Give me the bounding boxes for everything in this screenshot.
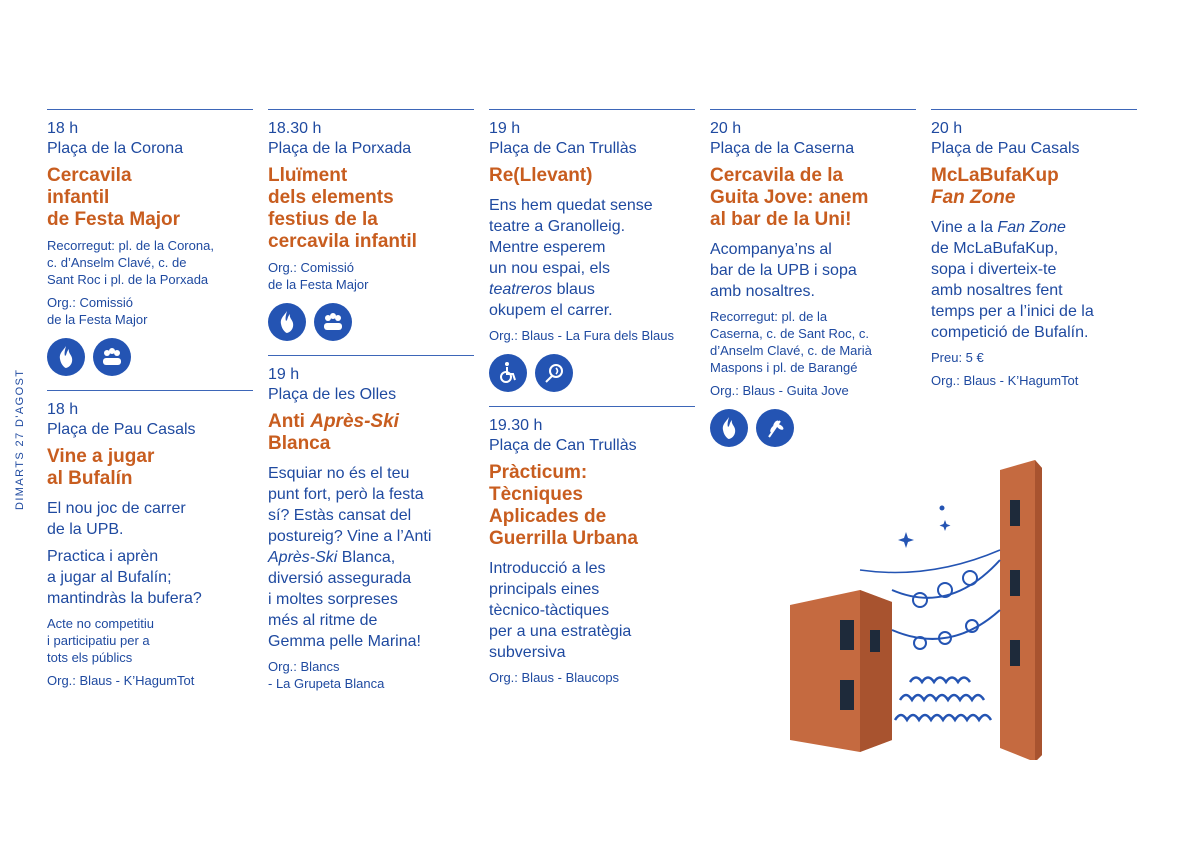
street-illustration bbox=[760, 440, 1090, 760]
event-description: El nou joc de carrer de la UPB. bbox=[47, 500, 186, 538]
event-route: Recorregut: pl. de la Corona, c. d’Anselm Clavé, c. de Sant Roc i pl. de la Porxada bbox=[47, 238, 214, 287]
event-description: Acompanya’ns al bar de la UPB i sopa amb nosaltres. bbox=[710, 241, 857, 300]
event-title: McLaBufaKup Fan Zone bbox=[931, 165, 1059, 208]
event-place: Plaça de la Corona bbox=[47, 140, 184, 157]
column-5 bbox=[931, 109, 1137, 389]
event-note: Acte no competitiu i participatiu per a tots els públics bbox=[47, 616, 154, 665]
wheelchair-icon bbox=[489, 354, 527, 392]
event-organizer: Org.: Blaus - Blaucops bbox=[489, 670, 620, 685]
event-organizer: Org.: Comissió de la Festa Major bbox=[47, 295, 148, 327]
event-title: Cercavila infantil de Festa Major bbox=[47, 165, 181, 230]
event-time: 20 h bbox=[931, 120, 963, 137]
fire-icon bbox=[710, 409, 748, 447]
event-title: Pràcticum: Tècniques Aplicades de Guerrilla Urbana bbox=[489, 462, 638, 549]
event-rellevant bbox=[489, 109, 695, 392]
event-porxada bbox=[268, 109, 474, 341]
event-place: Plaça de la Porxada bbox=[268, 140, 412, 157]
fire-icon bbox=[268, 303, 306, 341]
column-2 bbox=[268, 109, 474, 692]
event-place: Plaça de Pau Casals bbox=[47, 421, 196, 438]
event-organizer: Org.: Blaus - K’HagumTot bbox=[931, 373, 1079, 388]
fire-icon bbox=[47, 338, 85, 376]
event-description: Esquiar no és el teu punt fort, però la festa sí? Estàs cansat del postureig? Vine a l’Anti Après-Ski Blanca, diversió assegurada i moltes sorpreses més al ritme de Gemma pelle Marina! bbox=[268, 465, 432, 650]
event-description: Introducció a les principals eines tècnico-tàctiques per a una estratègia subversiva bbox=[489, 560, 632, 661]
event-time: 18.30 h bbox=[268, 120, 322, 137]
event-place: Plaça de Can Trullàs bbox=[489, 140, 637, 157]
event-title: Cercavila de la Guita Jove: anem al bar de la Uni! bbox=[710, 165, 869, 230]
event-bufalin bbox=[47, 390, 253, 689]
group-icon bbox=[93, 338, 131, 376]
event-organizer: Org.: Blaus - K’HagumTot bbox=[47, 673, 195, 688]
event-description-2: Practica i aprèn a jugar al Bufalín; mantindràs la bufera? bbox=[47, 548, 202, 607]
event-title: Lluïment dels elements festius de la cercavila infantil bbox=[268, 165, 417, 252]
event-price: Preu: 5 € bbox=[931, 350, 984, 365]
group-icon bbox=[314, 303, 352, 341]
event-time: 19 h bbox=[489, 120, 521, 137]
event-place: Plaça de les Olles bbox=[268, 386, 397, 403]
event-organizer: Org.: Blaus - Guita Jove bbox=[710, 383, 849, 398]
event-description: Ens hem quedat sense teatre a Granolleig. Mentre esperem un nou espai, els teatreros blaus okupem el carrer. bbox=[489, 197, 653, 319]
event-time: 19 h bbox=[268, 366, 300, 383]
side-date-label: DIMARTS 27 D'AGOST bbox=[14, 368, 26, 510]
event-description: Vine a la Fan Zone de McLaBufaKup, sopa i diverteix-te amb nosaltres fent temps per a l’inici de la competició de Bufalín. bbox=[931, 219, 1094, 341]
event-time: 20 h bbox=[710, 120, 742, 137]
event-organizer: Org.: Blaus - La Fura dels Blaus bbox=[489, 328, 674, 343]
event-fan-zone bbox=[931, 109, 1137, 389]
event-time: 19.30 h bbox=[489, 417, 543, 434]
event-title: Vine a jugar al Bufalín bbox=[47, 446, 155, 489]
event-place: Plaça de Pau Casals bbox=[931, 140, 1080, 157]
event-corona bbox=[47, 109, 253, 376]
event-title: Anti Après-Ski Blanca bbox=[268, 411, 399, 454]
event-place: Plaça de Can Trullàs bbox=[489, 437, 637, 454]
event-organizer: Org.: Blancs - La Grupeta Blanca bbox=[268, 659, 385, 691]
event-apres-ski bbox=[268, 355, 474, 692]
column-3 bbox=[489, 109, 695, 686]
event-time: 18 h bbox=[47, 401, 79, 418]
event-time: 18 h bbox=[47, 120, 79, 137]
event-place: Plaça de la Caserna bbox=[710, 140, 855, 157]
hearing-icon bbox=[535, 354, 573, 392]
column-1 bbox=[47, 109, 253, 689]
event-route: Recorregut: pl. de la Caserna, c. de Sant Roc, c. d’Anselm Clavé, c. de Marià Maspons i pl. de Barangé bbox=[710, 309, 872, 375]
event-organizer: Org.: Comissió de la Festa Major bbox=[268, 260, 369, 292]
event-caserna bbox=[710, 109, 916, 447]
event-title: Re(Llevant) bbox=[489, 165, 593, 186]
event-practicum bbox=[489, 406, 695, 686]
column-4 bbox=[710, 109, 916, 447]
